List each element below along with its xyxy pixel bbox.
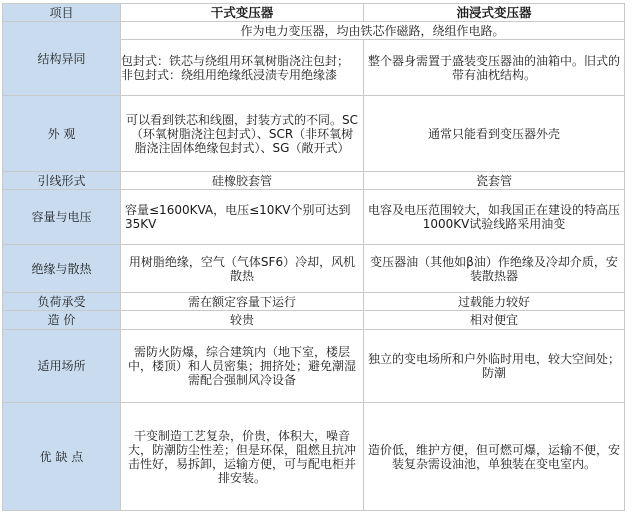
- shared-cell: 作为电力变压器，均由铁芯作磁路，绕组作电路。: [121, 22, 625, 40]
- row-label: 引线形式: [3, 172, 121, 190]
- cell-dry: 用树脂绝缘，空气（气体SF6）冷却，风机散热: [121, 245, 364, 293]
- cell-dry: 需在额定容量下运行: [121, 293, 364, 311]
- header-oil-immersed: 油浸式变压器: [364, 4, 625, 22]
- row-label: 绝缘与散热: [3, 245, 121, 293]
- cell-oil: 电容及电压范围较大，如我国正在建设的特高压1000KV试验线路采用油变: [364, 190, 625, 245]
- table-row: [3, 22, 625, 40]
- cell-oil: 整个器身需置于盛装变压器油的油箱中。旧式的带有油枕结构。: [364, 40, 625, 96]
- header-dry-type: 干式变压器: [121, 4, 364, 22]
- cell-dry: 干变制造工艺复杂，价贵，体积大，噪音大，防潮防尘性差；但是环保，阻燃且抗冲击性好，易拆卸，运输方便，可与配电柜并排安装。: [121, 403, 364, 511]
- cell-dry: 容量≤1600KVA，电压≤10KV个别可达到35KV: [121, 190, 364, 245]
- cell-dry: 可以看到铁芯和线圈，封装方式的不同。SC（环氧树脂浇注包封式）、SCR（非环氧树脂浇注固体绝缘包封式）、SG（敞开式）: [121, 96, 364, 172]
- row-label: 外 观: [3, 96, 121, 172]
- header-item: 项目: [3, 4, 121, 22]
- row-label: 负荷承受: [3, 293, 121, 311]
- comparison-table: [2, 3, 625, 511]
- comparison-table-container: [2, 3, 624, 517]
- cell-oil: 相对便宜: [364, 311, 625, 330]
- cell-dry: 硅橡胶套管: [121, 172, 364, 190]
- table-row: [3, 190, 625, 245]
- cell-oil: 独立的变电场所和户外临时用电，较大空间处；防潮: [364, 330, 625, 403]
- table-row: [3, 293, 625, 311]
- row-label: 造 价: [3, 311, 121, 330]
- cell-oil: 瓷套管: [364, 172, 625, 190]
- cell-oil: 通常只能看到变压器外壳: [364, 96, 625, 172]
- cell-oil: 变压器油（其他如β油）作绝缘及冷却介质，安装散热器: [364, 245, 625, 293]
- row-label: 结构异同: [3, 22, 121, 96]
- cell-dry: 需防火防爆，综合建筑内（地下室，楼层中，楼顶）和人员密集；拥挤处；避免潮湿需配合强制风冷设备: [121, 330, 364, 403]
- table-row: [3, 403, 625, 511]
- table-row: [3, 245, 625, 293]
- row-label: 容量与电压: [3, 190, 121, 245]
- table-row: [3, 311, 625, 330]
- cell-dry: 较贵: [121, 311, 364, 330]
- cell-oil: 造价低，维护方便，但可燃可爆，运输不便，安装复杂需设油池，单独装在变电室内。: [364, 403, 625, 511]
- table-row: [3, 172, 625, 190]
- cell-dry: 包封式：铁芯与绕组用环氧树脂浇注包封；非包封式：绕组用绝缘纸浸渍专用绝缘漆: [121, 40, 364, 96]
- table-row: [3, 330, 625, 403]
- table-header-row: [3, 4, 625, 22]
- row-label: 适用场所: [3, 330, 121, 403]
- table-row: [3, 96, 625, 172]
- row-label: 优 缺 点: [3, 403, 121, 511]
- cell-oil: 过载能力较好: [364, 293, 625, 311]
